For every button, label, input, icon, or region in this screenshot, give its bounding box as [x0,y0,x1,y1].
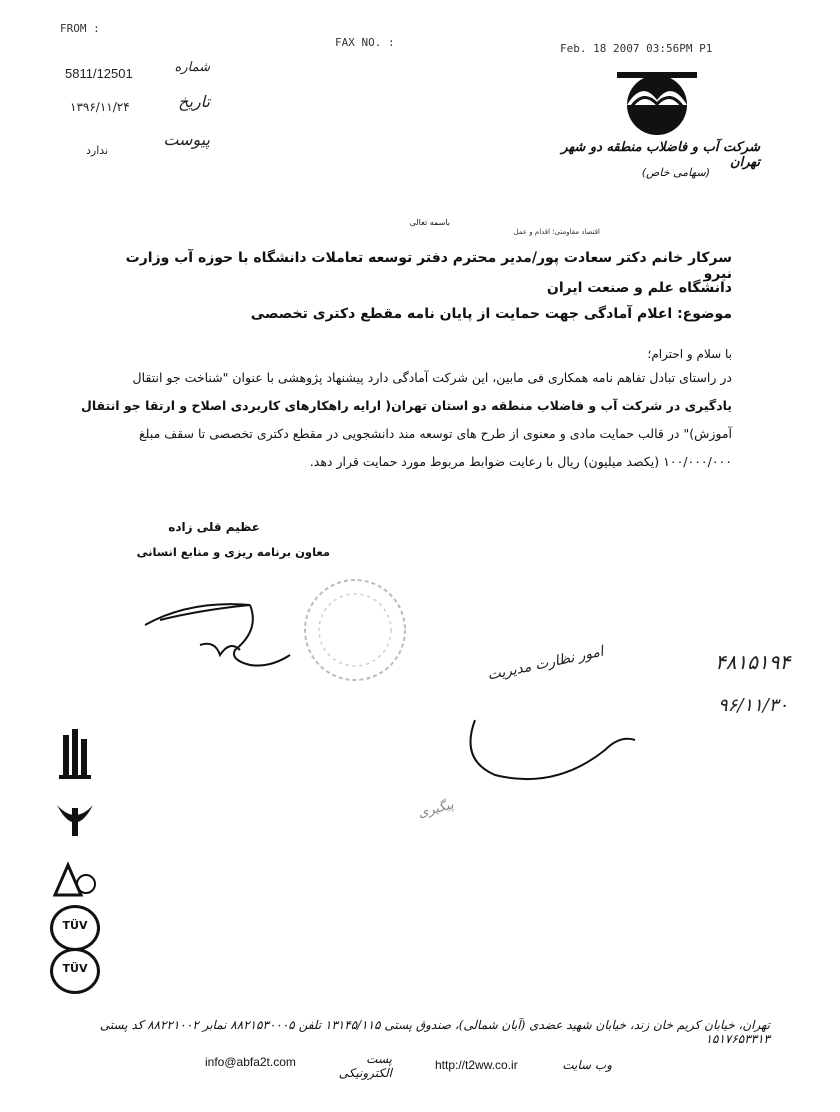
body-line: آموزش)" در قالب حمایت مادی و معنوی از طرح های توسعه مند دانشجویی در مقطع دکتری تخصصی تا سقف مبلغ [139,426,732,441]
fax-datetime: Feb. 18 2007 03:56PM P1 [560,42,713,55]
recipient-line-2: دانشگاه علم و صنعت ایران [546,280,732,296]
handwritten-ref-date: ۹۶/۱۱/۳۰ [718,695,789,716]
date-label: تاریخ [178,92,210,111]
handwritten-ref-number: ۴۸۱۵۱۹۴ [715,650,791,674]
fax-from: FROM : [60,22,100,35]
attachment-label: پیوست [163,130,210,149]
company-type: (سهامی خاص) [641,166,710,179]
footer-address: تهران، خیابان کریم خان زند، خیابان شهید عضدی (آبان شمالی)، صندوق پستی ۱۳۱۴۵/۱۱۵ تلفن ۸۸۲۱۵۳۰۰۰۵ نمابر ۸۸۲۲۱۰۰۲ کد پستی ۱۵۱۷۶۵۳۳۱۳ [99,1018,770,1046]
signatory-title: معاون برنامه ریزی و منابع انسانی [136,545,330,559]
signature-icon [140,570,300,680]
bismillah: باسمه تعالی [409,218,450,227]
subject-line: موضوع: اعلام آمادگی جهت حمایت از پایان نامه مقطع دکتری تخصصی [250,306,732,322]
number-label: شماره [174,60,210,75]
footer-website-label: وب سایت [562,1058,612,1072]
handwritten-mark-icon [455,700,655,790]
handwritten-note-1: امور نظارت مدیریت [486,643,605,684]
signatory-name: عظیم قلی زاده [168,520,260,534]
footer-email-label: پست الکترونیکی [338,1052,392,1080]
company-logo-icon [612,60,702,140]
recipient-line-1: سرکار خانم دکتر سعادت پور/مدیر محترم دفتر توسعه تعاملات دانشگاه با حوزه آب وزارت نیرو [125,250,732,282]
motto: اقتصاد مقاومتی؛ اقدام و عمل [513,228,600,236]
letter-date: ۱۳۹۶/۱۱/۲۴ [70,100,130,114]
stamp-icon [295,570,415,690]
footer-email[interactable]: info@abfa2t.com [205,1055,296,1069]
attachment-value: ندارد [86,144,109,157]
handwritten-note-2: پیگیری [416,797,456,822]
footer-website[interactable]: http://t2ww.co.ir [435,1058,518,1072]
body-line: ۱۰۰/۰۰۰/۰۰۰ (یکصد میلیون) ریال با رعایت ضوابط مربوط مورد حمایت قرار دهد. [309,454,732,469]
quality-logo-icon [50,860,100,900]
fax-number: FAX NO. : [335,36,395,49]
letter-body [80,364,732,476]
letter-number: 5811/12501 [65,66,133,81]
body-line: یادگیری در شرکت آب و فاضلاب منطقه دو استان تهران( ارایه راهکارهای کاربردی اصلاح و ارتقا جو انتقال [80,398,732,413]
tuv-certification-badge: TÜV [50,948,100,994]
company-name: شرکت آب و فاضلاب منطقه دو شهر تهران [561,140,760,170]
emblem-logo-icon [52,800,98,842]
tuv-certification-badge: TÜV [50,905,100,951]
greeting: با سلام و احترام؛ [647,347,732,361]
body-line: در راستای تبادل تفاهم نامه همکاری فی مابین، این شرکت آمادگی دارد پیشنهاد پژوهشی با عنوان "شناخت جو انتقال [132,370,732,385]
building-logo-icon [55,725,95,785]
